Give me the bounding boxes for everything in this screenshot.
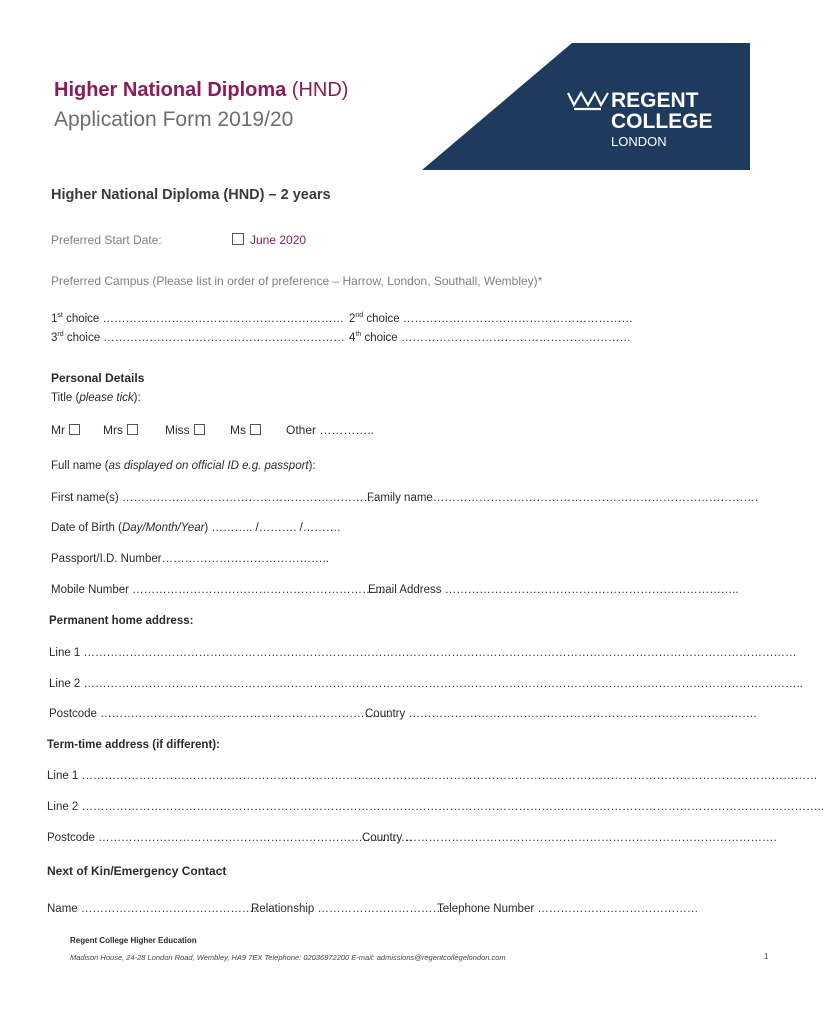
date-of-birth-field[interactable] bbox=[51, 522, 341, 534]
choice-1-ordinal: 1 bbox=[51, 312, 58, 325]
form-title-bold: Higher National Diploma bbox=[54, 79, 287, 101]
title-option-ms[interactable] bbox=[230, 423, 261, 437]
title-mr-checkbox[interactable] bbox=[69, 424, 80, 435]
choice-2-sup: nd bbox=[355, 312, 364, 319]
permanent-line-1-field[interactable]: Line 1 …………………………………………………………………………………………………………………………………………………………………… bbox=[49, 647, 797, 659]
full-name-label-end: ): bbox=[308, 460, 316, 472]
permanent-line-2-field[interactable]: Line 2 …………………………………………………………………………………………………………………………………………………………………….. bbox=[49, 678, 803, 690]
term-time-postcode-field[interactable]: Postcode ………………………………………………………………………. bbox=[47, 832, 412, 844]
permanent-postcode-field[interactable]: Postcode …………………………………………………………………. bbox=[49, 708, 391, 720]
permanent-country-field[interactable]: Country ………………………………………………………………………………. bbox=[365, 708, 757, 720]
title-mrs-checkbox[interactable] bbox=[127, 424, 138, 435]
permanent-address-heading: Permanent home address: bbox=[49, 615, 194, 627]
campus-choice-4[interactable] bbox=[349, 331, 631, 344]
title-option-mr-label: Mr bbox=[51, 423, 65, 437]
choice-3-text: choice ……………………………………………………… bbox=[66, 331, 345, 344]
personal-details-heading: Personal Details bbox=[51, 371, 145, 385]
next-of-kin-heading: Next of Kin/Emergency Contact bbox=[47, 864, 227, 878]
title-ms-checkbox[interactable] bbox=[250, 424, 261, 435]
term-time-address-heading: Term-time address (if different): bbox=[47, 739, 220, 751]
choice-2-text: choice …………………………………………………… bbox=[366, 312, 633, 325]
form-subtitle: Application Form 2019/20 bbox=[54, 108, 294, 131]
mobile-number-field[interactable]: Mobile Number ………………………………………………………… bbox=[51, 584, 386, 596]
dob-dots: ) ……….. /………. /………. bbox=[204, 522, 341, 534]
first-name-field[interactable]: First name(s) …………………………………………………………. bbox=[51, 492, 379, 504]
term-time-line-1-field[interactable]: Line 1 ………………………………………………………………………………………………………………………………………………………………………… bbox=[47, 770, 818, 782]
family-name-field[interactable]: Family name…………………………………………………………………………. bbox=[367, 492, 759, 504]
full-name-hint: as displayed on official ID e.g. passport bbox=[108, 460, 309, 472]
choice-1-text: choice ……………………………………………………… bbox=[66, 312, 344, 325]
choice-3-sup: rd bbox=[57, 331, 64, 338]
term-time-country-field[interactable]: Country ……………………………………………………………………………………. bbox=[362, 832, 777, 844]
logo-line-college: COLLEGE bbox=[611, 110, 713, 133]
choice-4-text: choice …………………………………………………… bbox=[364, 331, 631, 344]
title-label-hint: please tick bbox=[79, 392, 134, 404]
choice-1-sup: st bbox=[57, 312, 63, 319]
choice-4-ordinal: 4 bbox=[349, 331, 356, 344]
campus-choice-3[interactable] bbox=[51, 331, 345, 344]
page-number: 1 bbox=[764, 952, 769, 961]
logo-line-london: LONDON bbox=[611, 134, 667, 149]
title-label-end: ): bbox=[133, 392, 141, 404]
passport-number-field[interactable]: Passport/I.D. Number…………………………………….. bbox=[51, 553, 329, 565]
title-other-field[interactable]: Other ………….. bbox=[286, 423, 375, 437]
kin-relationship-field[interactable]: Relationship …………………………… bbox=[251, 903, 444, 915]
full-name-label bbox=[51, 460, 316, 472]
title-label bbox=[51, 392, 141, 404]
title-option-miss-label: Miss bbox=[165, 423, 190, 437]
start-date-label: Preferred Start Date: bbox=[51, 233, 162, 247]
campus-choice-2[interactable] bbox=[349, 312, 633, 325]
form-title-suffix: (HND) bbox=[286, 79, 349, 101]
choice-2-ordinal: 2 bbox=[349, 312, 356, 325]
form-title bbox=[54, 79, 348, 102]
title-option-ms-label: Ms bbox=[230, 423, 246, 437]
dob-hint: Day/Month/Year bbox=[121, 522, 205, 534]
start-date-option[interactable] bbox=[232, 233, 306, 247]
footer-organisation: Regent College Higher Education bbox=[70, 936, 197, 945]
regent-college-logo-banner bbox=[422, 43, 750, 170]
title-label-text: Title ( bbox=[51, 392, 80, 404]
title-miss-checkbox[interactable] bbox=[194, 424, 205, 435]
campus-label: Preferred Campus (Please list in order of preference – Harrow, London, Southall, Wembley)* bbox=[51, 274, 543, 288]
start-date-checkbox[interactable] bbox=[232, 233, 244, 245]
email-address-field[interactable]: Email Address ………………………………………………………………….. bbox=[368, 584, 739, 596]
kin-telephone-field[interactable]: Telephone Number …………………………………… bbox=[437, 903, 699, 915]
full-name-label-text: Full name ( bbox=[51, 460, 109, 472]
choice-3-ordinal: 3 bbox=[51, 331, 58, 344]
title-option-mrs-label: Mrs bbox=[103, 423, 123, 437]
kin-name-field[interactable]: Name ……………………………………….. bbox=[47, 903, 260, 915]
campus-choice-1[interactable] bbox=[51, 312, 344, 325]
start-date-option-label: June 2020 bbox=[250, 233, 307, 247]
title-option-mr[interactable] bbox=[51, 423, 80, 437]
course-heading: Higher National Diploma (HND) – 2 years bbox=[51, 187, 331, 203]
choice-4-sup: th bbox=[355, 331, 362, 338]
logo-line-regent: REGENT bbox=[611, 89, 699, 112]
title-option-mrs[interactable] bbox=[103, 423, 138, 437]
footer-address: Madison House, 24-28 London Road, Wembley, HA9 7EX Telephone: 02036972200 E-mail: admissions@regentcollegelondon.com bbox=[70, 953, 506, 962]
title-option-miss[interactable] bbox=[165, 423, 205, 437]
dob-label-text: Date of Birth ( bbox=[51, 522, 122, 534]
term-time-line-2-field[interactable]: Line 2 ………………………………………………………………………………………………………………………………………………………………………….. bbox=[47, 801, 824, 813]
